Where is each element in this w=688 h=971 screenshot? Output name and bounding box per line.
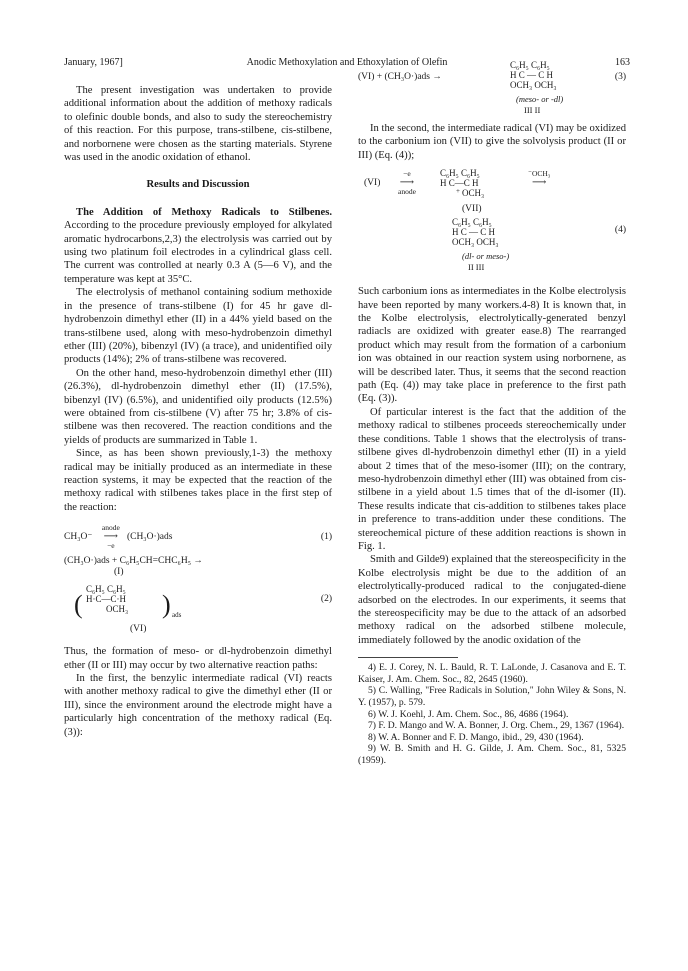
eq2-number: (2) bbox=[320, 594, 332, 605]
paragraph-mechanism: Since, as has been shown previously,1-3) the methoxy radical may be initially produced as an intermediate in these reaction systems, it may be expected that the reaction of the methoxy radical with stilbenes takes place in the first step of the reaction: bbox=[64, 448, 332, 513]
arrow-icon: ⟶ bbox=[399, 177, 415, 189]
eq4-note: (dl- or meso-) bbox=[462, 251, 510, 262]
open-paren-icon: ( bbox=[74, 590, 83, 620]
eq3-note: (meso- or -dl) bbox=[516, 94, 564, 104]
paragraph-trans: The electrolysis of methanol containing sodium methoxide in the presence of trans-stilbene (I) for 45 hr gave dl-hydrobenzoin dimethyl ether (II) in a 44% yield based on the trans-stilbene used, along with meso-hydrobenzoin dimethyl ether (III) (20%), bibenzyl (IV) (a trace), and unidentified oily products (14%); 2% of trans-stilbene was recovered. bbox=[64, 287, 332, 366]
eq4-arrow-2 bbox=[528, 170, 550, 188]
left-column bbox=[64, 84, 332, 739]
eq2-line: (CH₃O·)ads + C₆H₅CH=CHC₆H₅ → bbox=[64, 556, 203, 567]
arrow-icon: ⟶ bbox=[532, 177, 547, 189]
paragraph-carbonium: Such carbonium ions as intermediates in the Kolbe electrolysis have been reported by many workers.4-8) It is known that, in the Kolbe electrolysis, electrolytically-generated benzyl radiacls are oxidized with greater ease.8) The rearranged product which may result from the formation of a carbonium ion was obtained in our reaction system using norbornene, as will be described later. Thus, it seems that the second reaction path (Eq. (4)) may take place in preference to the first path (Eq. (3)). bbox=[358, 286, 626, 405]
page-number: 163 bbox=[615, 57, 630, 68]
eq1-arrow bbox=[102, 524, 120, 550]
equation-4 bbox=[358, 168, 626, 273]
eq4-reactant: (VI) bbox=[364, 178, 381, 189]
eq2-label: (I) bbox=[114, 567, 124, 578]
eq2-struct-mid: H·C—C·H bbox=[86, 594, 126, 605]
right-column bbox=[358, 60, 626, 767]
eq1-arrow-bottom: −e bbox=[107, 541, 115, 551]
runin-heading: The Addition of Methoxy Radicals to Stilbenes. bbox=[76, 206, 332, 218]
eq2-structure bbox=[64, 584, 332, 618]
eq3-reactants: (VI) + (CH₃O·)ads → bbox=[358, 72, 442, 82]
reference-item: 9) W. B. Smith and H. G. Gilde, J. Am. Chem. Soc., 81, 5325 (1959). bbox=[358, 743, 626, 766]
eq3-number: (3) bbox=[614, 72, 626, 82]
paragraph-paths: Thus, the formation of meso- or dl-hydrobenzoin dimethyl ether (II or III) may occur by two alternative reaction paths: bbox=[64, 646, 332, 671]
eq4-cation-mid: H C—C H bbox=[440, 178, 479, 189]
eq1-number: (1) bbox=[320, 532, 332, 543]
eq1-arrow-top: anode bbox=[101, 523, 120, 533]
eq4-product-top: C₆H₅ C₆H₅ bbox=[452, 217, 492, 228]
eq2-struct-bot: OCH₃ bbox=[106, 604, 129, 615]
eq4-labels: II III bbox=[468, 262, 485, 273]
eq2-vi-label: (VI) bbox=[130, 624, 147, 635]
eq1-reactant: CH₃O⁻ bbox=[64, 532, 93, 543]
intro-paragraph: The present investigation was undertaken to provide additional information about the addition of methoxy radicals to olefinic double bonds, and also to sudy the stereochemistry of this reaction. For this purpose, trans-stilbene, cis-stilbene, and norbornene were chosen as the starting materials. Styrene was used in the anodic oxidation of ethanol. bbox=[64, 85, 332, 164]
eq4-cation bbox=[440, 168, 484, 198]
eq4-arrow bbox=[398, 170, 416, 196]
eq3-struct bbox=[510, 60, 557, 90]
reference-item: 5) C. Walling, "Free Radicals in Solution," John Wiley & Sons, N. Y. (1957), p. 579. bbox=[358, 685, 626, 708]
references-list bbox=[358, 662, 626, 766]
paragraph-first-path: In the first, the benzylic intermediate radical (VI) reacts with another methoxy radical to give the dimethyl ether (II or III), since the environment around the electrode might have a particularly high concentration of the methoxy radical (Eq. (3)): bbox=[64, 673, 332, 738]
eq4-vii-label: (VII) bbox=[462, 204, 482, 215]
eq4-number: (4) bbox=[614, 225, 626, 236]
equation-2 bbox=[64, 556, 332, 635]
eq4-product-bot: OCH₃ OCH₃ bbox=[452, 237, 499, 248]
eq4-product bbox=[452, 217, 499, 247]
eq3-struct-top: C₆H₅ C₆H₅ bbox=[510, 60, 550, 70]
reference-item: 8) W. A. Bonner and F. D. Mango, ibid., 29, 430 (1964). bbox=[368, 731, 584, 743]
paragraph-smith: Smith and Gilde9) explained that the stereospecificity in the Kolbe electrolysis might be due to the addition of an electrolytically-produced radical to the conjugated-diene adsorbed on the electrodes. In our experiments, it seems that the stereospecificity may be due to the attack of an adsorbed methoxy radical on the adsorbed stilbene molecule, immediately followed by the anodic oxidation of the bbox=[358, 554, 626, 646]
eq4-cation-top: C₆H₅ C₆H₅ bbox=[440, 168, 480, 179]
paragraph-addition bbox=[64, 206, 332, 286]
eq4-arrow-top: −e bbox=[403, 169, 411, 179]
eq4-reagent: ⁻OCH₃ bbox=[528, 169, 551, 179]
equation-3 bbox=[358, 60, 626, 116]
close-paren-icon: ) bbox=[162, 590, 171, 620]
reference-item: 6) W. J. Koehl, J. Am. Chem. Soc., 86, 4686 (1964). bbox=[368, 708, 569, 720]
eq2-ads: ads bbox=[172, 611, 182, 620]
eq4-product-mid: H C — C H bbox=[452, 227, 496, 238]
header-date: January, 1967] bbox=[64, 57, 123, 68]
equation-1 bbox=[64, 524, 332, 550]
eq4-cation-och3: OCH₃ bbox=[462, 188, 485, 199]
eq4-arrow-bottom: anode bbox=[398, 187, 416, 197]
references-divider bbox=[358, 657, 458, 658]
header-title: Anodic Methoxylation and Ethoxylation of Olefin bbox=[246, 57, 448, 68]
section-title: Results and Discussion bbox=[146, 179, 250, 191]
eq3-struct-mid: H C — C H bbox=[510, 70, 554, 80]
paragraph-stereo: Of particular interest is the fact that the addition of the methoxy radical to stilbenes proceeds stereochemically under these conditions. Table 1 shows that the electrolysis of trans-stilbene gives dl-hydrobenzoin dimethyl ether (II) in a yield about 2 times that of the meso-isomer (III); on the contrary, meso-hydrobenzoin dimethyl ether (III) was obtained from cis-stilbene in a yield about 1.5 times that of the dl-isomer (II). These results indicate that cis-addition to stilbenes takes place in preference to trans-addition under these conditions. The stereochemical picture of these addition reactions is shown in Fig. 1. bbox=[358, 406, 626, 552]
eq2-struct bbox=[86, 584, 128, 614]
arrow-icon: ⟶ bbox=[103, 531, 119, 543]
eq2-struct-top: C₆H₅ C₆H₅ bbox=[86, 584, 126, 595]
eq1-product: (CH₃O·)ads bbox=[126, 532, 173, 543]
reference-item: 4) E. J. Corey, N. L. Bauld, R. T. LaLonde, J. Casanova and E. T. Kaiser, J. Am. Chem. Soc., 82, 2645 (1960). bbox=[358, 662, 626, 685]
paragraph-cis: On the other hand, meso-hydrobenzoin dimethyl ether (III) (26.3%), dl-hydrobenzoin dimethyl ether (II) (17.5%), bibenzyl (IV) (6.5%), and unidentified oily products (12.5%) were obtained from cis-stilbene (V) after 75 hr; 3.8% of cis-stilbene was then recovered. The reaction conditions and the yields of products are summarized in Table 1. bbox=[64, 367, 332, 446]
paragraph-second-path: In the second, the intermediate radical (VI) may be oxidized to the carbonium ion (VII) to give the solvolysis product (II or III) (Eq. (4)); bbox=[358, 123, 626, 161]
reference-item: 7) F. D. Mango and W. A. Bonner, J. Org. Chem., 29, 1367 (1964). bbox=[368, 720, 625, 732]
eq3-struct-bot: OCH₃ OCH₃ bbox=[510, 80, 557, 90]
eq3-labels: III II bbox=[524, 105, 541, 115]
paragraph-addition-text: According to the procedure previously employed for alkylated aromatic hydrocarbons,2,3) the electrolysis was carried out by using two platinum foil electrodes in a cylindrical glass cell. The current was controlled at nearly 0.3 A (5—6 V), and the temperature was kept at 35°C. bbox=[64, 220, 332, 285]
eq4-plus: + bbox=[456, 187, 460, 196]
